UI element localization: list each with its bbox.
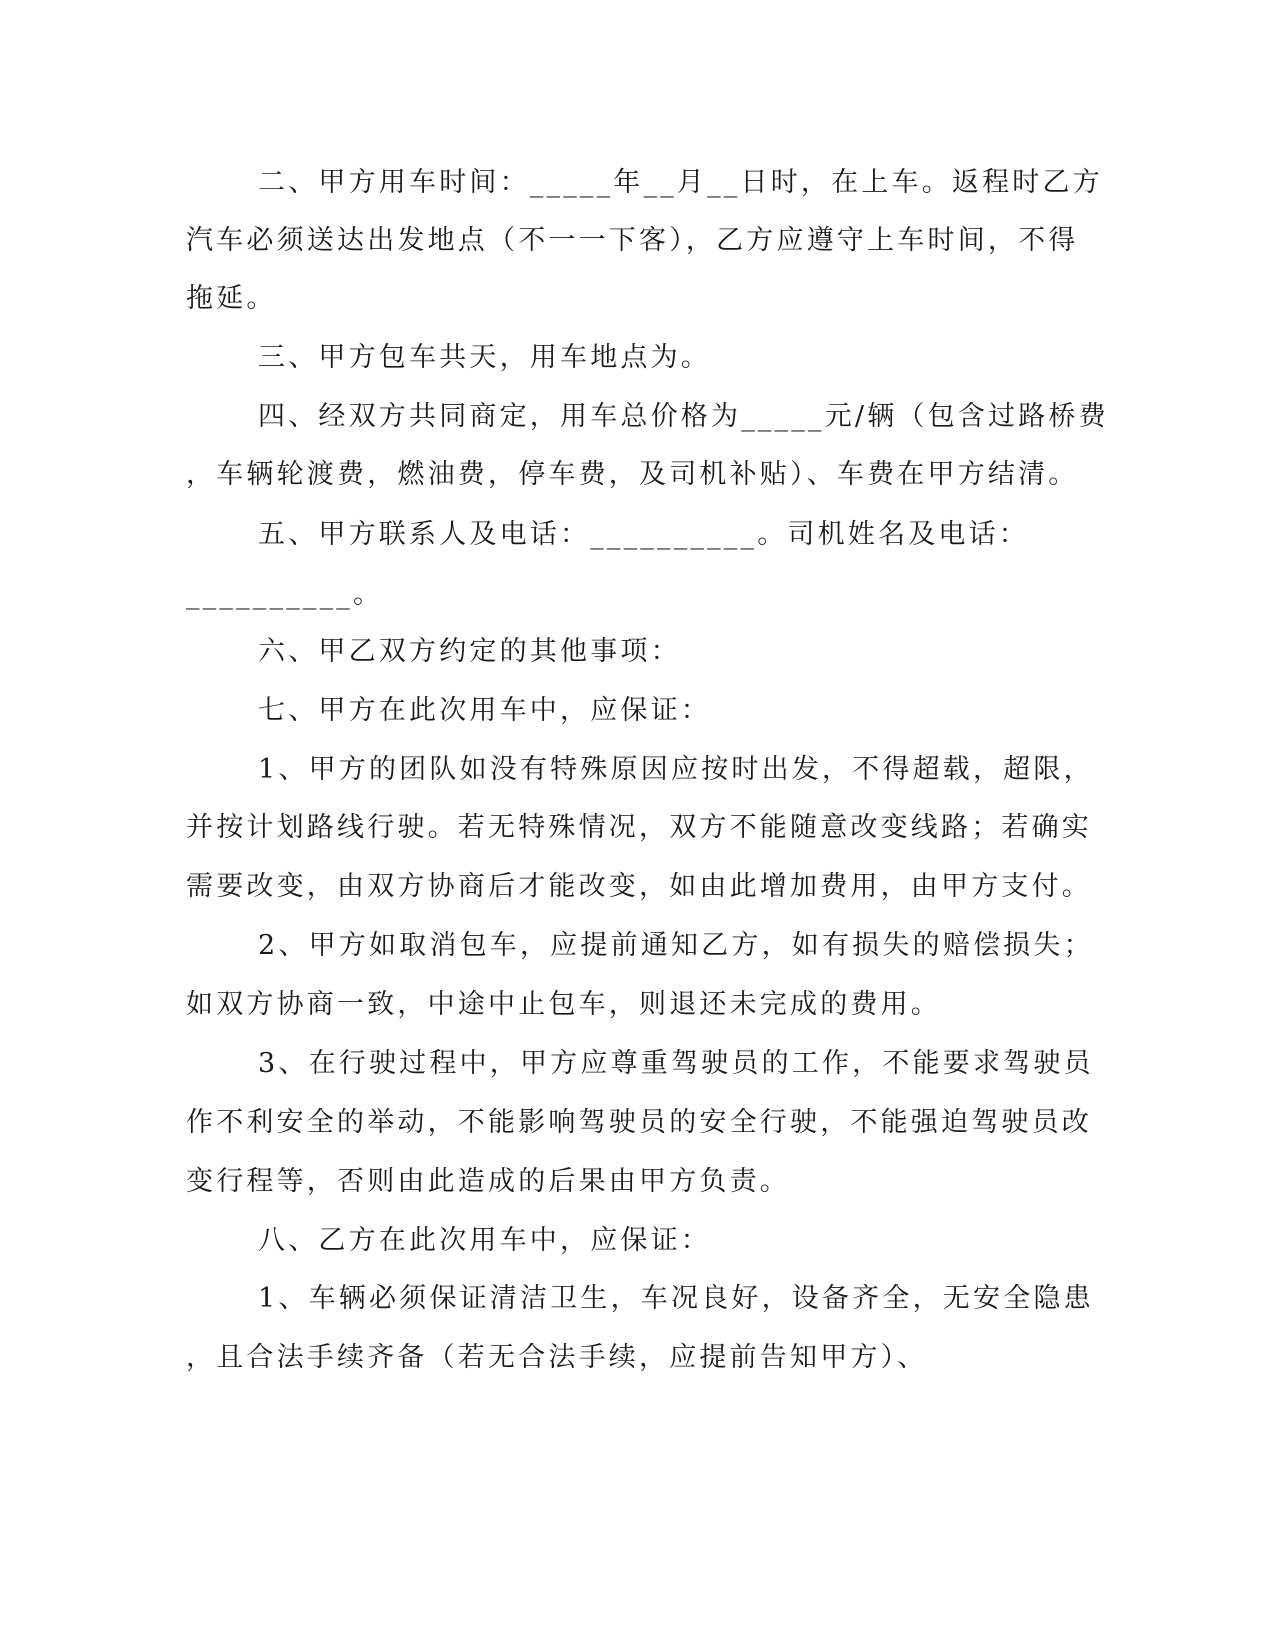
text-line: ，且合法手续齐备（若无合法手续，应提前告知甲方）、 <box>186 1342 928 1373</box>
text-line: 拖延。 <box>186 283 277 314</box>
text-line: 3、在行驶过程中，甲方应尊重驾驶员的工作，不能要求驾驶员 <box>258 1048 1094 1079</box>
text-line: 需要改变，由双方协商后才能改变，如由此增加费用，由甲方支付。 <box>186 871 1092 902</box>
text-line: 八、乙方在此次用车中，应保证： <box>258 1225 711 1256</box>
text-line: 汽车必须送达出发地点（不一一下客），乙方应遵守上车时间，不得 <box>186 225 1079 256</box>
text-line: 1、甲方的团队如没有特殊原因应按时出发，不得超载，超限， <box>258 754 1094 785</box>
text-line: 五、甲方联系人及电话：__________。司机姓名及电话： <box>258 519 1029 550</box>
text-line: ，车辆轮渡费，燃油费，停车费，及司机补贴）、车费在甲方结清。 <box>186 459 1079 490</box>
text-line: 1、车辆必须保证清洁卫生，车况良好，设备齐全，无安全隐患 <box>258 1283 1094 1314</box>
text-line: 四、经双方共同商定，用车总价格为_____元/辆（包含过路桥费 <box>258 401 1109 432</box>
text-line: 变行程等，否则由此造成的后果由甲方负责。 <box>186 1166 790 1197</box>
text-line: __________。 <box>186 579 384 610</box>
text-line: 如双方协商一致，中途中止包车，则退还未完成的费用。 <box>186 989 941 1020</box>
text-line: 二、甲方用车时间：_____年__月__日时，在上车。返程时乙方 <box>258 167 1103 198</box>
text-line: 并按计划路线行驶。若无特殊情况，双方不能随意改变线路；若确实 <box>186 812 1092 843</box>
text-line: 六、甲乙双方约定的其他事项： <box>258 636 681 667</box>
text-line: 三、甲方包车共天，用车地点为。 <box>258 342 711 373</box>
text-line: 作不利安全的举动，不能影响驾驶员的安全行驶，不能强迫驾驶员改 <box>186 1107 1092 1138</box>
text-line: 七、甲方在此次用车中，应保证： <box>258 695 711 726</box>
text-line: 2、甲方如取消包车，应提前通知乙方，如有损失的赔偿损失； <box>258 930 1094 961</box>
